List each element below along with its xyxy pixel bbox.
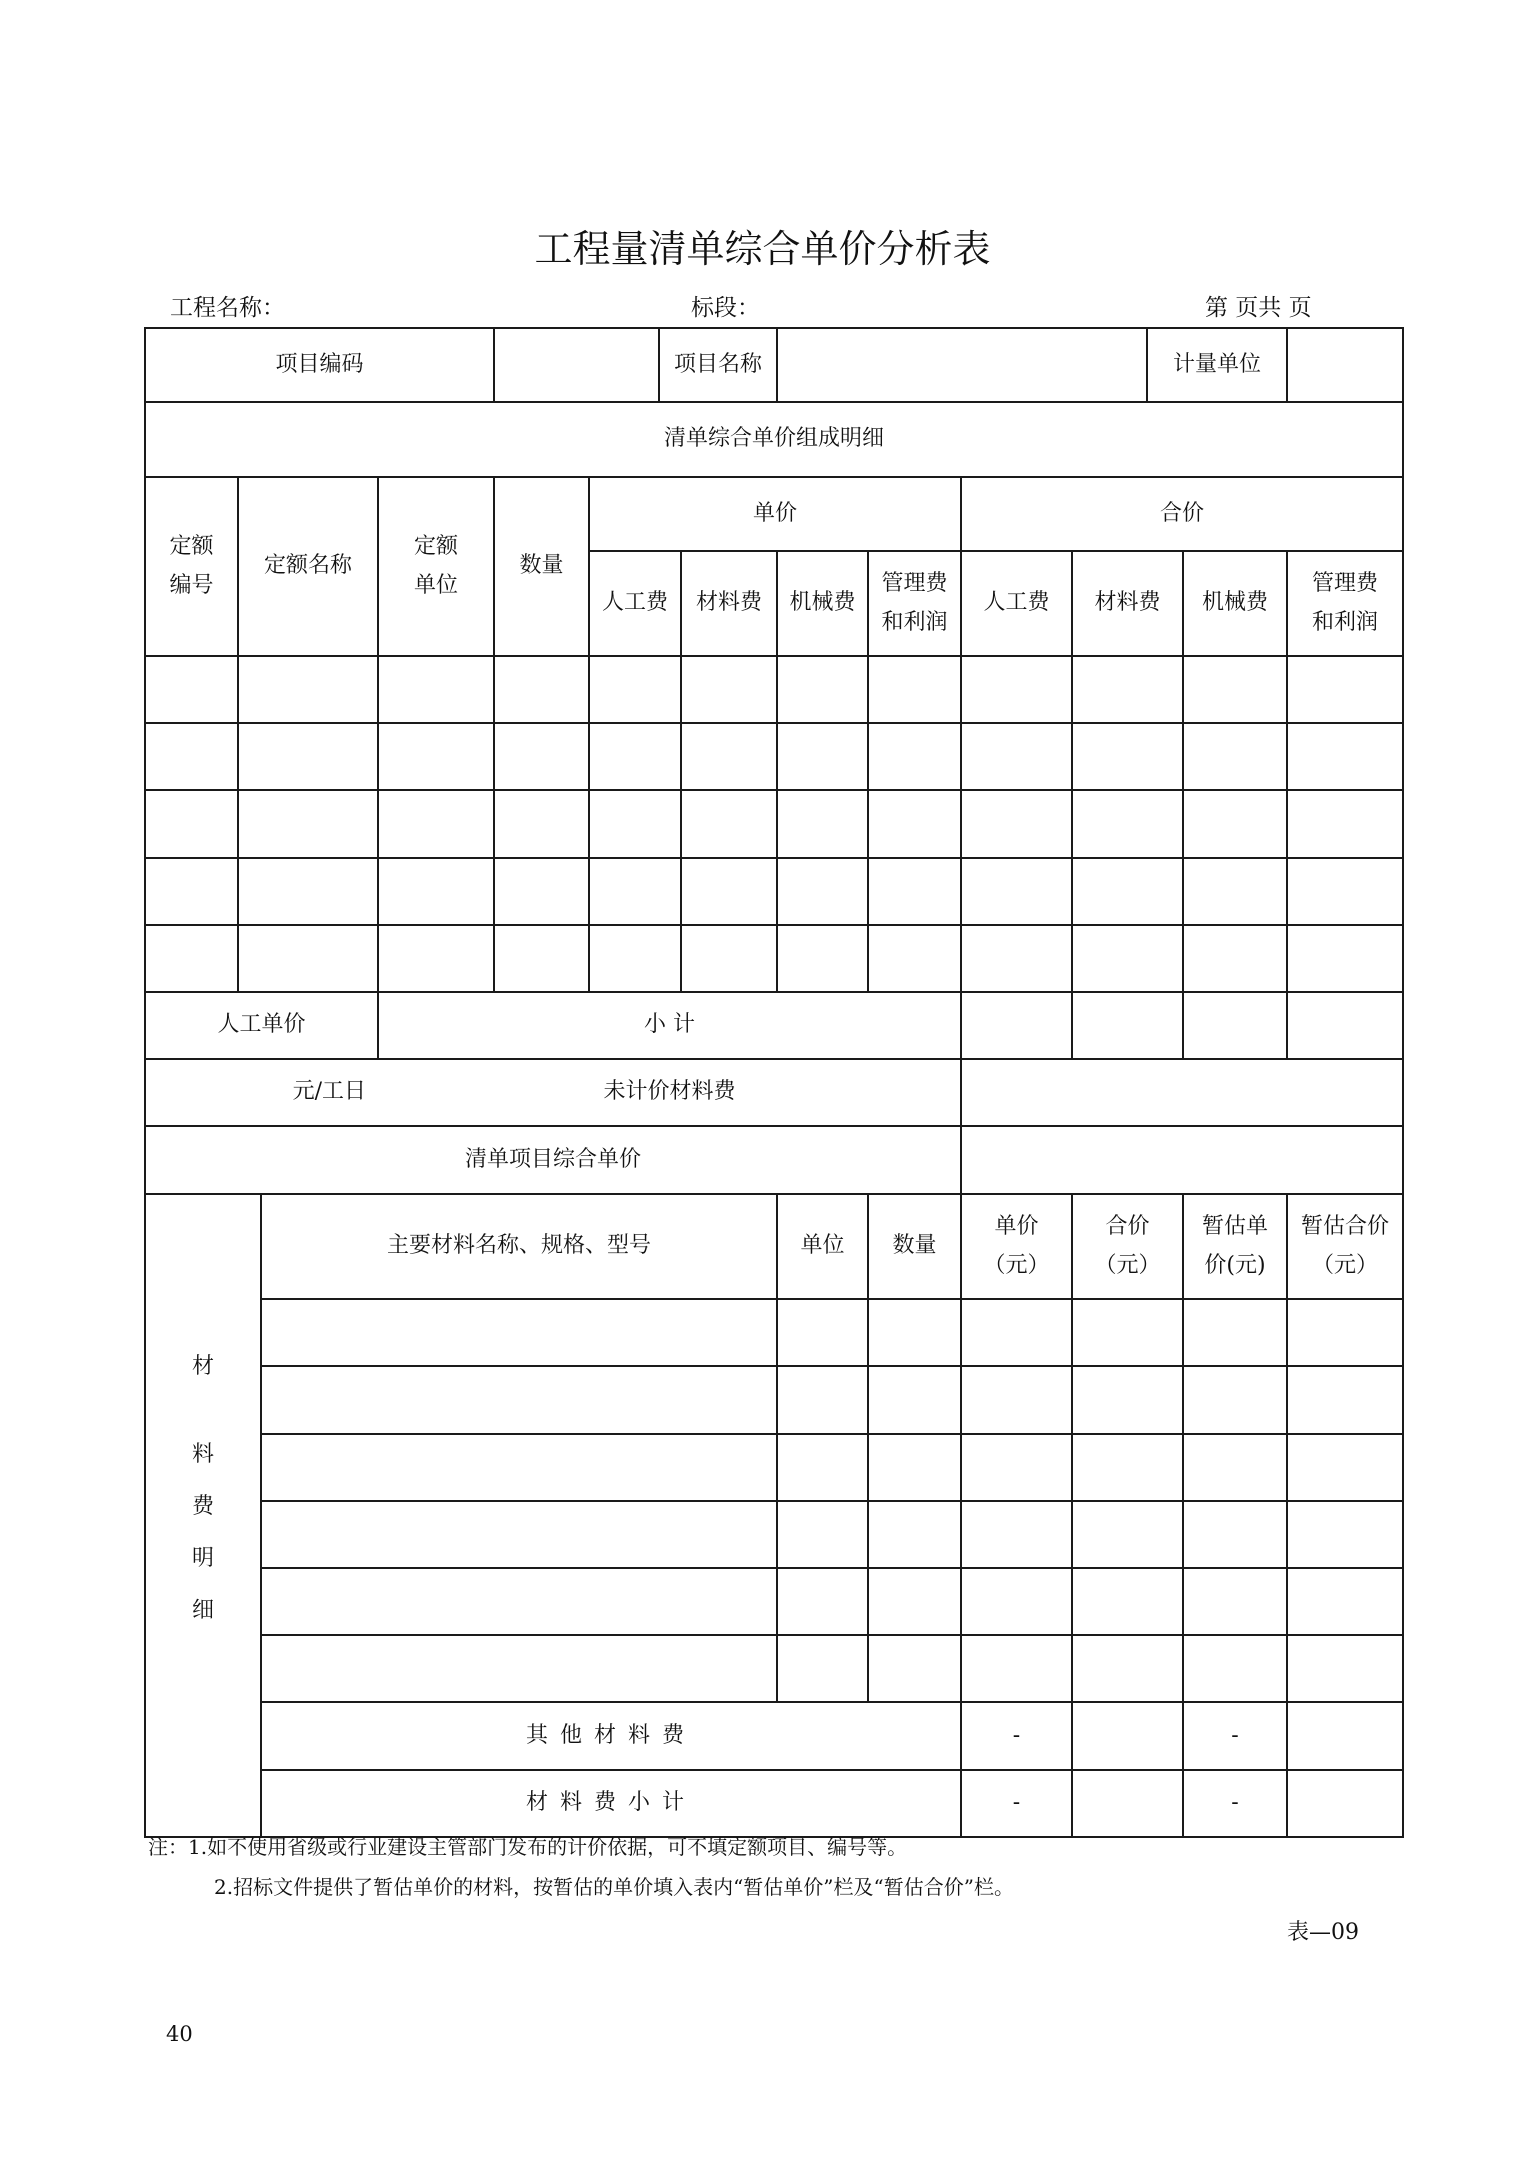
- material-est-unit-price-header: [1183, 1194, 1287, 1299]
- unit-mgmt-line2: 和利润: [881, 609, 948, 635]
- quota-unit-header: [378, 477, 494, 656]
- project-name-label: 工程名称：: [170, 295, 285, 321]
- quota-code-line1: 定额: [169, 534, 214, 559]
- unit-labor-header: 人工费: [601, 590, 668, 616]
- page-number: 40: [166, 2022, 193, 2046]
- material-name-spec-header: 主要材料名称、规格、型号: [386, 1233, 651, 1259]
- material-quantity-header: 数量: [892, 1233, 937, 1259]
- quota-code-header: [145, 477, 238, 656]
- item-code-label: 项目编码: [275, 351, 364, 377]
- material-unit-price-line1: 单价: [994, 1214, 1039, 1239]
- material-fee-subtotal-label: 材料费小计: [525, 1790, 696, 1816]
- unit-mgmt-profit-header: [868, 551, 961, 656]
- side-label-char-2: 料: [191, 1442, 214, 1467]
- side-label-char-3: 费: [191, 1494, 214, 1519]
- other-material-est-unit-price-dash: -: [1231, 1722, 1239, 1748]
- other-material-fee-label: 其他材料费: [525, 1722, 696, 1748]
- page-count-label: 第 页共 页: [1205, 295, 1312, 321]
- unit-mgmt-line1: 管理费: [881, 571, 948, 596]
- quota-unit-line1: 定额: [413, 534, 458, 559]
- item-comprehensive-price-label: 清单项目综合单价: [464, 1146, 641, 1172]
- unit-material-header: 材料费: [695, 590, 762, 616]
- unpriced-material-label: 未计价材料费: [603, 1079, 736, 1105]
- quota-code-line2: 编号: [169, 572, 214, 598]
- other-material-unit-price-dash: -: [1012, 1722, 1021, 1748]
- form-number: 表—09: [1287, 1920, 1359, 1945]
- note-2: 2.招标文件提供了暂估单价的材料，按暂估的单价填入表内“暂估单价”栏及“暂估合价”栏。: [214, 1875, 1014, 1899]
- quantity-header: 数量: [519, 553, 564, 579]
- est-total-price-line1: 暂估合价: [1300, 1214, 1389, 1239]
- side-label-char-1: 材: [191, 1354, 214, 1379]
- subtotal-est-unit-price-dash: -: [1231, 1790, 1239, 1816]
- est-unit-price-line2: 价(元): [1204, 1252, 1266, 1278]
- unit-price-group-header: 单价: [752, 500, 797, 526]
- total-mgmt-line2: 和利润: [1311, 609, 1378, 635]
- total-material-header: 材料费: [1094, 590, 1161, 616]
- material-unit-price-header: [961, 1194, 1072, 1299]
- material-unit-price-line2: （元）: [983, 1252, 1050, 1278]
- total-mgmt-profit-header: [1287, 551, 1403, 656]
- material-unit-header: 单位: [800, 1233, 845, 1259]
- quota-unit-line2: 单位: [413, 572, 458, 598]
- unit-machine-header: 机械费: [789, 590, 856, 616]
- subtotal-label: 小 计: [644, 1012, 695, 1038]
- material-est-total-price-header: [1287, 1194, 1403, 1299]
- item-name-label: 项目名称: [673, 351, 762, 377]
- material-total-price-line2: （元）: [1094, 1252, 1161, 1278]
- total-mgmt-line1: 管理费: [1311, 571, 1378, 596]
- labor-unit-price-label: 人工单价: [217, 1012, 306, 1038]
- material-detail-side-label: [145, 1349, 261, 1623]
- side-label-char-5: 细: [191, 1598, 214, 1623]
- note-1: 注：1.如不使用省级或行业建设主管部门发布的计价依据，可不填定额项目、编号等。: [148, 1835, 908, 1859]
- est-total-price-line2: （元）: [1311, 1252, 1378, 1278]
- measure-unit-label: 计量单位: [1172, 351, 1261, 377]
- section-label: 标段：: [691, 295, 760, 321]
- total-price-group-header: 合价: [1159, 500, 1204, 526]
- composition-title: 清单综合单价组成明细: [663, 426, 884, 452]
- side-label-char-4: 明: [191, 1546, 214, 1571]
- material-total-price-header: [1072, 1194, 1183, 1299]
- form-title: 工程量清单综合单价分析表: [534, 227, 991, 271]
- total-machine-header: 机械费: [1201, 590, 1268, 616]
- material-total-price-line1: 合价: [1105, 1214, 1150, 1239]
- subtotal-unit-price-dash: -: [1012, 1790, 1021, 1816]
- yuan-per-workday-label: 元/工日: [292, 1079, 366, 1105]
- quota-name-header: 定额名称: [263, 553, 352, 579]
- est-unit-price-line1: 暂估单: [1201, 1214, 1268, 1239]
- total-labor-header: 人工费: [983, 590, 1050, 616]
